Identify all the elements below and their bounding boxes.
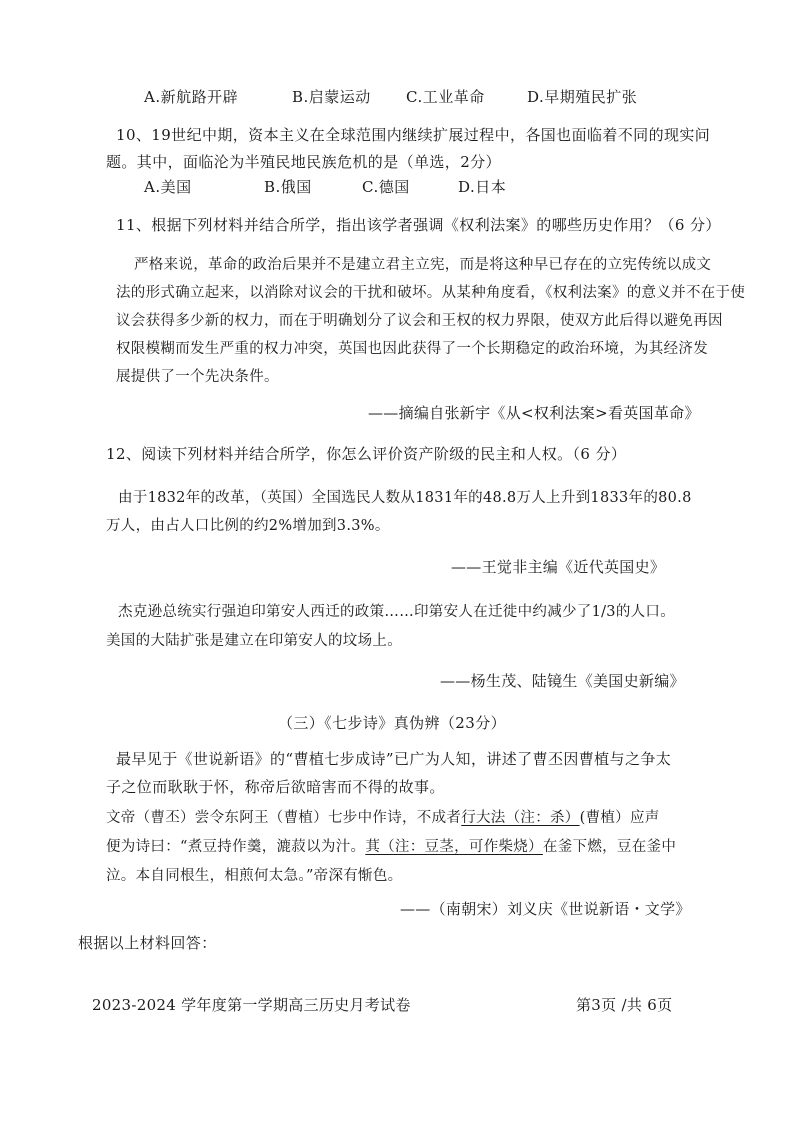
q12-source2: ——杨生茂、陆镜生《美国史新编》 — [440, 672, 685, 690]
q12-material2-line: 美国的大陆扩张是建立在印第安人的坟场上。 — [106, 633, 402, 649]
quote-annotation: 行大法（注：杀） — [461, 810, 580, 826]
quote-text: (曹植）应声 — [579, 810, 660, 826]
section3-title: （三）《七步诗》真伪辨（23分） — [278, 714, 506, 732]
q12-question: 12、阅读下列材料并结合所学，你怎么评价资产阶级的民主和人权。（6 分） — [106, 445, 627, 463]
q11-material-line: 法的形式确立起来，以消除对议会的干扰和破坏。从某种角度看，《权利法案》的意义并不在于使 — [116, 285, 746, 301]
section3-intro-line: 最早见于《世说新语》的“曹植七步成诗”已广为人知，讲述了曹丕因曹植与之争太 — [116, 750, 672, 768]
quote-annotation: 萁（注：豆茎，可作柴烧） — [365, 839, 543, 855]
section3-prompt: 根据以上材料回答： — [78, 934, 217, 952]
q12-material1-line: 万人，由占人口比例的约2%增加到3.3%。 — [106, 518, 390, 534]
q9-option-d: D.早期殖民扩张 — [527, 88, 638, 106]
section3-source: ——（南朝宋）刘义庆《世说新语・文学》 — [400, 900, 691, 918]
q10-option-b: B.俄国 — [264, 178, 312, 196]
q12-source1: ——王觉非主编《近代英国史》 — [451, 558, 666, 576]
q11-material-line: 议会获得多少新的权力，而在于明确划分了议会和王权的权力界限，使双方此后得以避免再因 — [116, 313, 723, 329]
footer-page-number: 第3页 /共 6页 — [576, 996, 673, 1014]
section3-quote-line3: 泣。本自同根生，相煎何太急。”帝深有惭色。 — [106, 868, 403, 884]
q10-option-a: A.美国 — [144, 178, 192, 196]
q9-option-a: A.新航路开辟 — [144, 88, 239, 106]
q9-option-c: C.工业革命 — [406, 88, 485, 106]
q10-question-line2: 题。其中，面临沦为半殖民地民族危机的是（单选，2分） — [106, 153, 501, 171]
q12-material1-line: 由于1832年的改革，（英国）全国选民人数从1831年的48.8万人上升到1833年的80.8 — [118, 490, 692, 506]
q11-material-line: 严格来说，革命的政治后果并不是建立君主立宪，而是将这种早已存在的立宪传统以成文 — [134, 257, 712, 273]
quote-text: 文帝（曹丕）尝令东阿王（曹植）七步中作诗，不成者 — [106, 810, 462, 826]
q10-option-d: D.日本 — [458, 178, 507, 196]
q10-option-c: C.德国 — [362, 178, 410, 196]
q12-material2-line: 杰克逊总统实行强迫印第安人西迁的政策……印第安人在迁徙中约减少了1/3的人口。 — [118, 604, 676, 620]
section3-quote-line2 — [106, 835, 676, 856]
section3-intro-line: 子之位而耿耿于怀，称帝后欲暗害而不得的故事。 — [106, 778, 445, 796]
q11-material-line: 展提供了一个先决条件。 — [116, 369, 279, 385]
section3-quote-line1 — [106, 806, 660, 827]
q10-question-line1: 10、19世纪中期，资本主义在全球范围内继续扩展过程中，各国也面临着不同的现实问 — [116, 126, 711, 144]
quote-text: 便为诗曰：“煮豆持作羹，漉菽以为汁。 — [106, 839, 366, 855]
q11-source: ——摘编自张新宇《从<权利法案>看英国革命》 — [368, 404, 700, 422]
footer-title: 2023-2024 学年度第一学期高三历史月考试卷 — [92, 996, 411, 1014]
q11-material-line: 权限模糊而发生严重的权力冲突，英国也因此获得了一个长期稳定的政治环境，为其经济发 — [116, 341, 708, 357]
q9-option-b: B.启蒙运动 — [292, 88, 371, 106]
q11-question: 11、根据下列材料并结合所学，指出该学者强调《权利法案》的哪些历史作用？（6 分） — [116, 216, 721, 234]
quote-text: 在釜下燃，豆在釜中 — [542, 839, 677, 855]
